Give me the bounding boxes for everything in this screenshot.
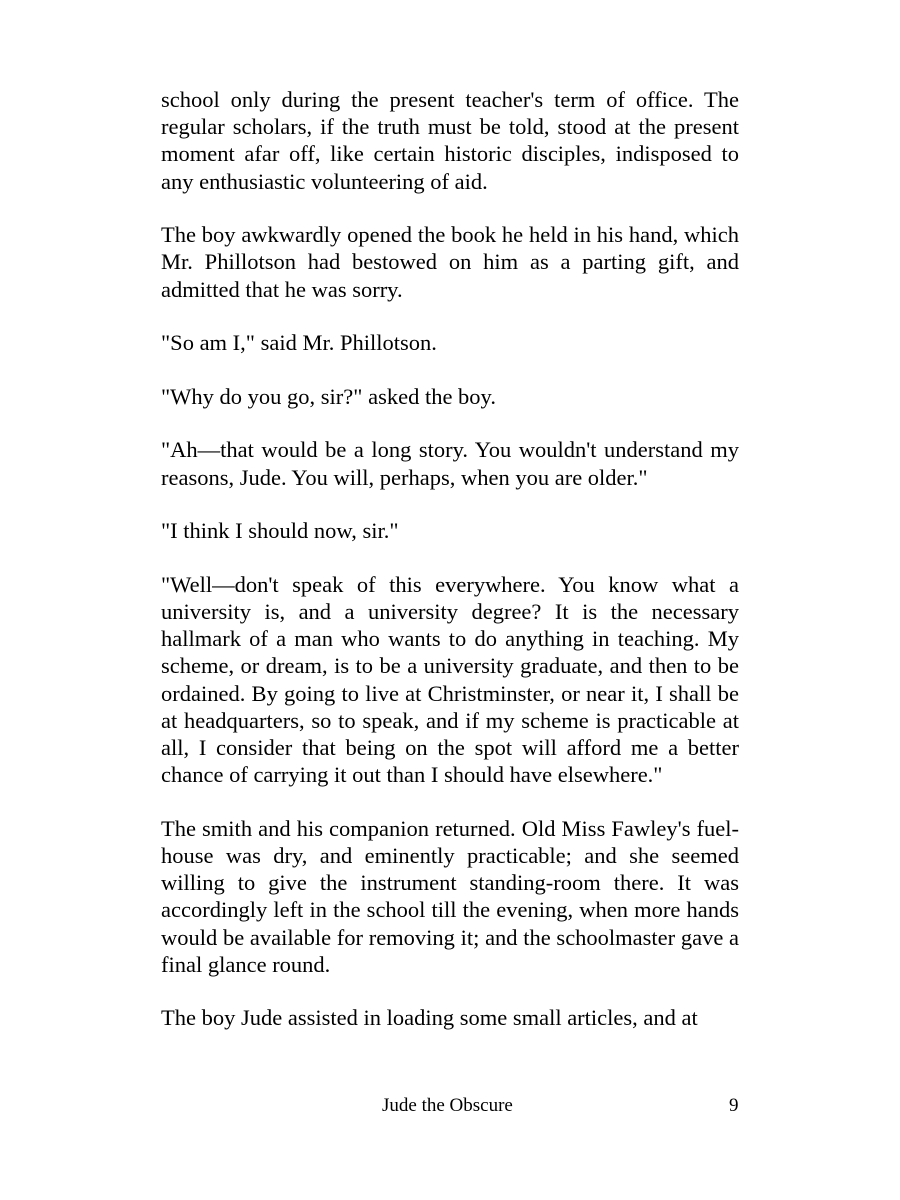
paragraph: The smith and his companion returned. Old Miss Fawley's fuel-house was dry, and eminently practicable; and she seemed willing to give the instrument standing-room there. It was accordingly left in the school till the evening, when more hands would be available for removing it; and the schoolmaster gave a final glance round. [161, 815, 739, 977]
paragraph: "So am I," said Mr. Phillotson. [161, 330, 437, 356]
paragraph: The boy Jude assisted in loading some small articles, and at [161, 1005, 698, 1031]
running-footer-title: Jude the Obscure [382, 1095, 513, 1116]
paragraph: school only during the present teacher's term of office. The regular scholars, if the truth must be told, stood at the present moment afar off, like certain historic disciples, indisposed to any enthusiastic volunteering of aid. [161, 87, 739, 194]
page-body-text [161, 86, 739, 1058]
paragraph: "Well—don't speak of this everywhere. You know what a university is, and a university degree? It is the necessary hallmark of a man who wants to do anything in teaching. My scheme, or dream, is to be a university graduate, and then to be ordained. By going to live at Christminster, or near it, I shall be at headquarters, so to speak, and if my scheme is practicable at all, I consider that being on the spot will afford me a better chance of carrying it out than I should have elsewhere." [161, 571, 739, 788]
paragraph: "Why do you go, sir?" asked the boy. [161, 383, 496, 409]
paragraph: "Ah—that would be a long story. You wouldn't understand my reasons, Jude. You will, perhaps, when you are older." [161, 437, 739, 490]
paragraph: "I think I should now, sir." [161, 518, 399, 544]
page-number: 9 [729, 1095, 739, 1116]
paragraph: The boy awkwardly opened the book he held in his hand, which Mr. Phillotson had bestowed on him as a parting gift, and admitted that he was sorry. [161, 222, 739, 302]
